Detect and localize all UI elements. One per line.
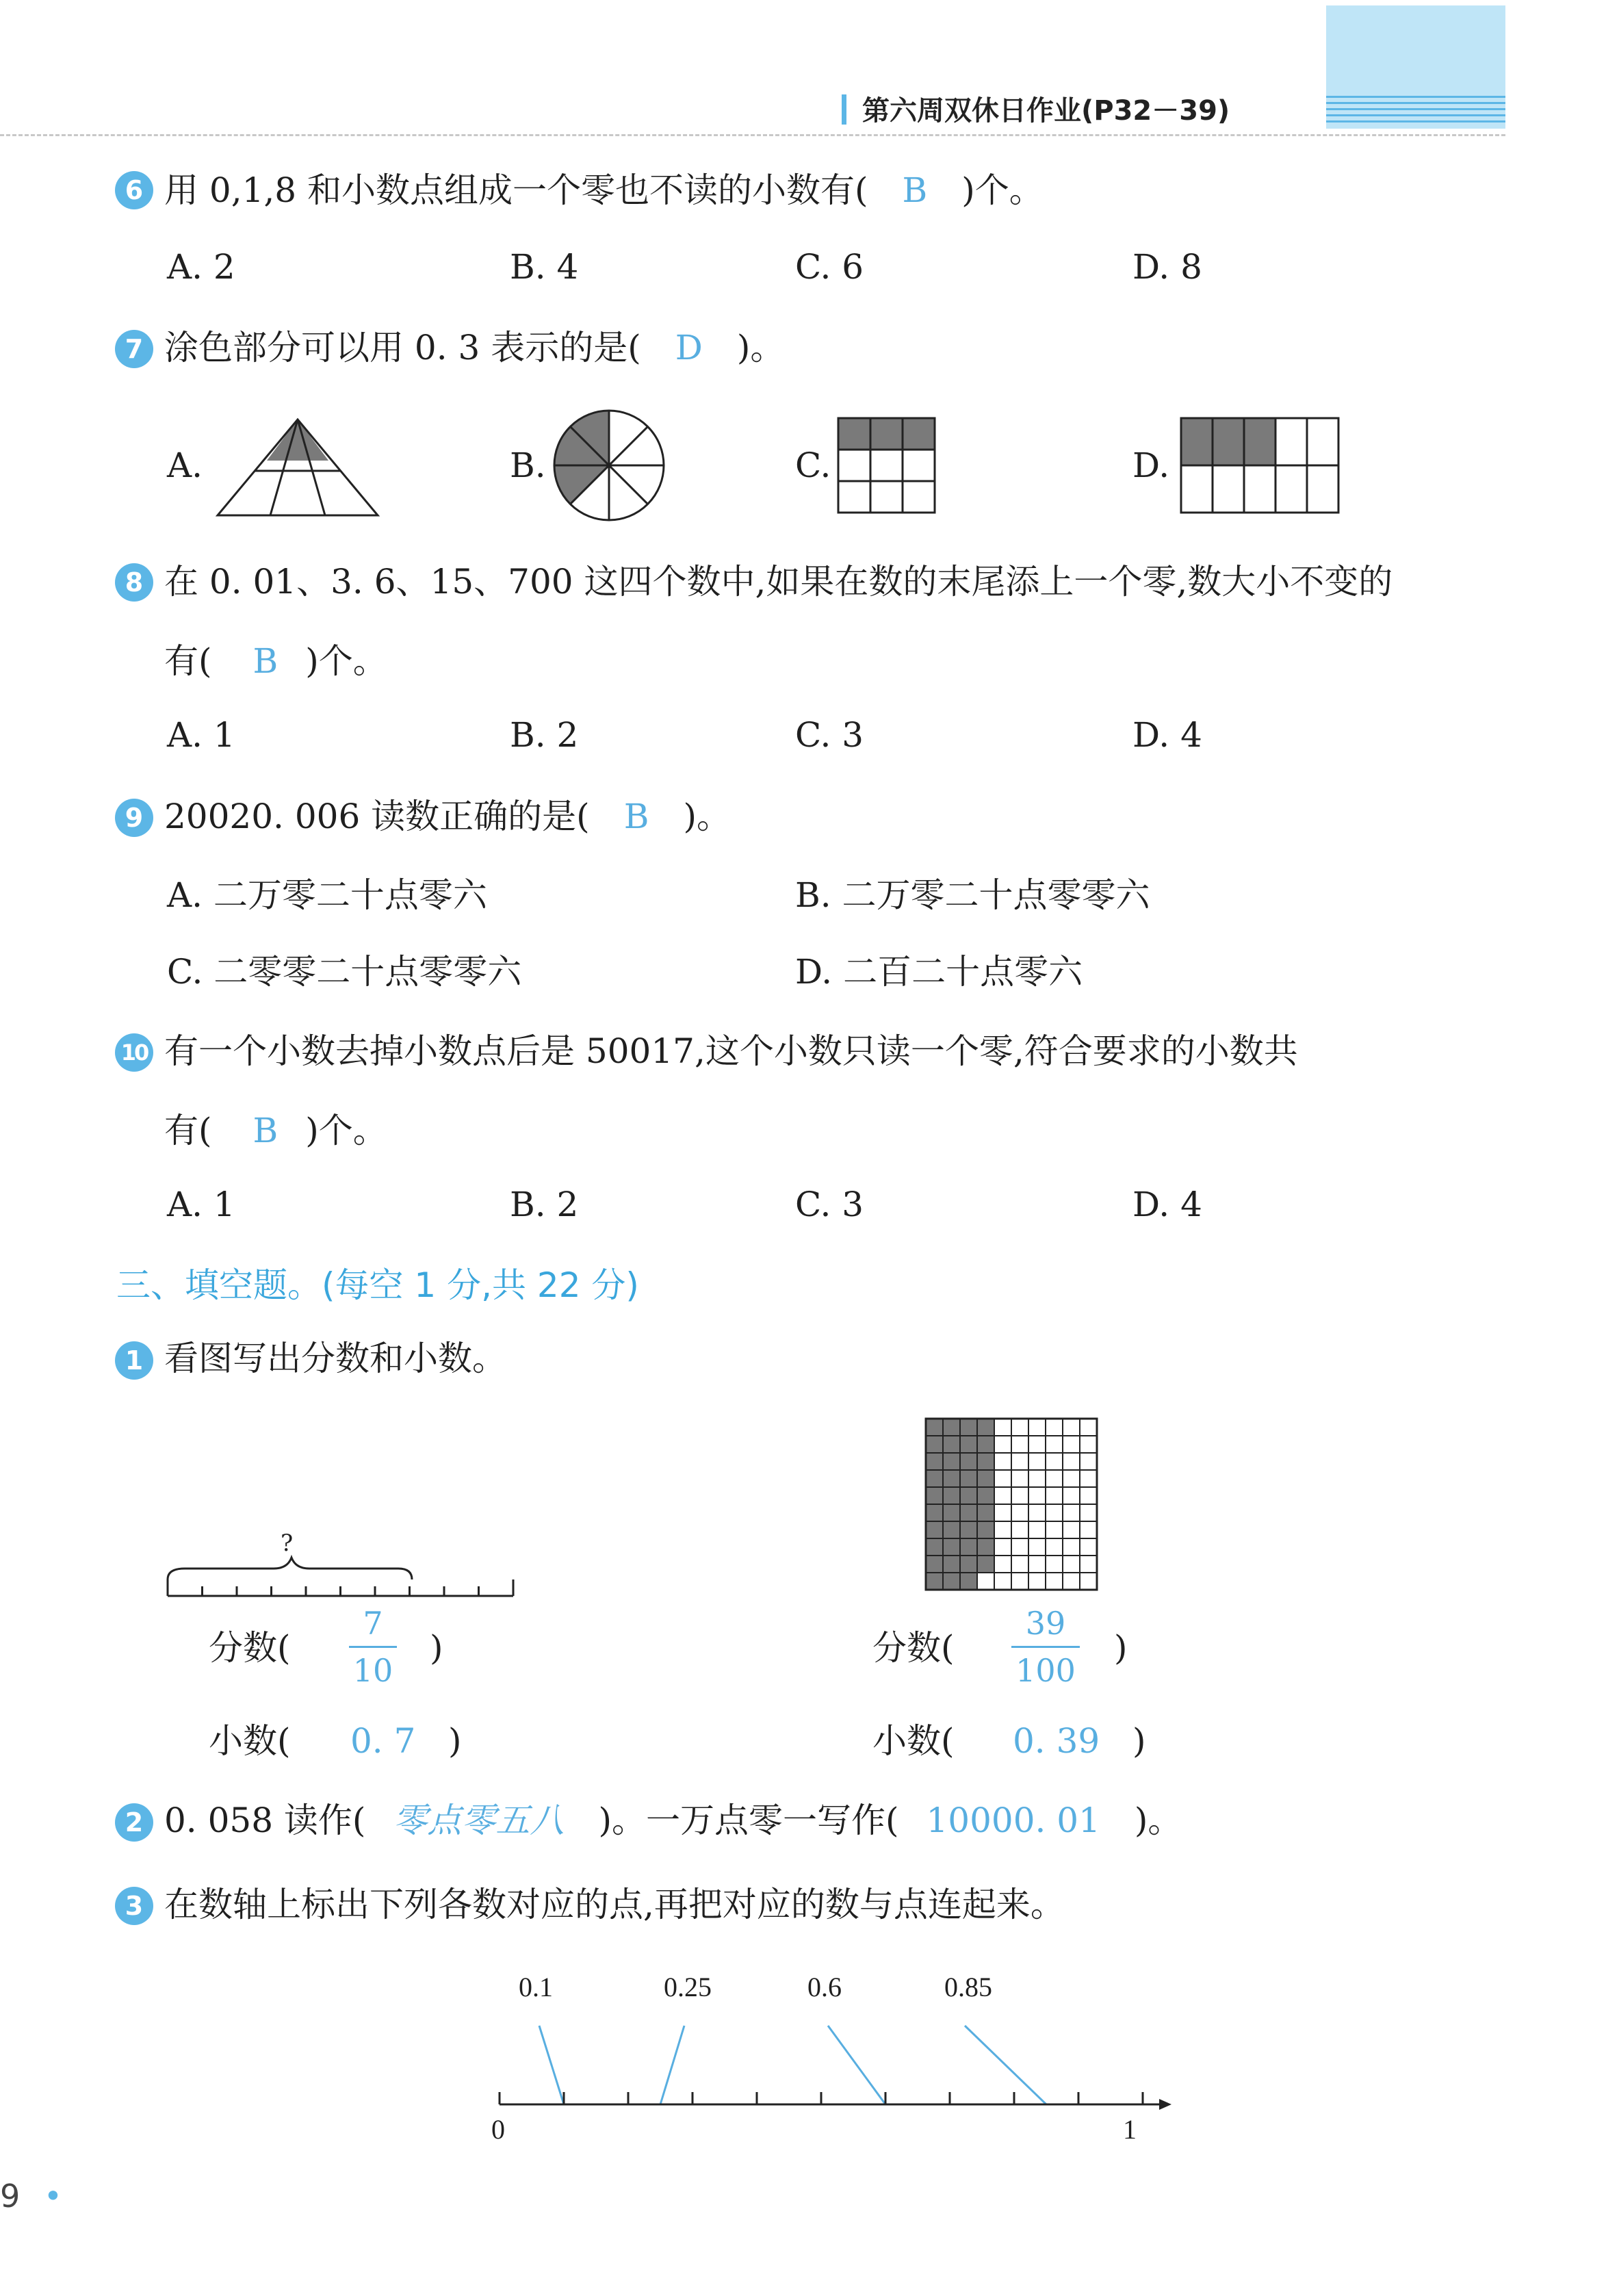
header-divider bbox=[0, 134, 1505, 136]
f2-number: 2 bbox=[115, 1803, 153, 1842]
grid-cell bbox=[1063, 1521, 1080, 1538]
f1-right-dec-close: ) bbox=[1132, 1721, 1146, 1761]
q7-stem-post: )。 bbox=[736, 328, 785, 367]
q8-answer: B bbox=[252, 641, 279, 681]
page-number-value: 9 bbox=[0, 2178, 21, 2215]
q9-option-c: C. 二零零二十点零零六 bbox=[167, 952, 522, 992]
q10-number: 10 bbox=[115, 1033, 153, 1072]
f1-hundred-grid bbox=[924, 1417, 1102, 1595]
f1-ruler bbox=[157, 1553, 520, 1601]
q6-stem-post: )个。 bbox=[961, 170, 1044, 210]
q7-option-b: B. bbox=[510, 446, 546, 485]
grid-cell bbox=[1011, 1436, 1028, 1453]
grid-cell bbox=[1046, 1504, 1063, 1521]
grid-cell bbox=[1080, 1538, 1097, 1556]
grid-cell-shaded bbox=[960, 1470, 977, 1487]
number-line-connector bbox=[660, 2026, 684, 2104]
q6-answer: B bbox=[902, 170, 928, 210]
grid-cell bbox=[1028, 1538, 1046, 1556]
q7-figure-a-triangle bbox=[212, 414, 383, 524]
q6-stem bbox=[164, 170, 1044, 211]
grid-cell-shaded bbox=[943, 1556, 960, 1573]
grid-cell bbox=[994, 1521, 1011, 1538]
header-bar bbox=[842, 94, 846, 125]
q6-option-d: D. 8 bbox=[1132, 247, 1202, 287]
q7-stem-pre: 涂色部分可以用 0. 3 表示的是( bbox=[164, 328, 641, 367]
f2-post: )。 bbox=[1134, 1801, 1182, 1840]
q10-answer: B bbox=[252, 1111, 279, 1150]
page-number bbox=[0, 2178, 62, 2215]
grid-cell bbox=[1046, 1556, 1063, 1573]
q9-stem-post: )。 bbox=[683, 797, 731, 836]
grid-cell bbox=[1046, 1538, 1063, 1556]
grid-cell bbox=[1063, 1487, 1080, 1504]
f1-left-numerator: 7 bbox=[363, 1605, 383, 1642]
grid-cell-shaded bbox=[977, 1521, 994, 1538]
grid-cell-shaded bbox=[943, 1573, 960, 1590]
grid-cell-shaded bbox=[943, 1436, 960, 1453]
q9-number: 9 bbox=[115, 799, 153, 837]
grid-cell bbox=[1046, 1573, 1063, 1590]
fraction-bar bbox=[349, 1646, 397, 1648]
f1-right-denominator: 100 bbox=[1015, 1652, 1076, 1689]
grid-cell bbox=[1028, 1470, 1046, 1487]
f1-left-dec-close: ) bbox=[448, 1721, 462, 1761]
q9-stem bbox=[164, 796, 731, 837]
grid-cell-shaded bbox=[960, 1556, 977, 1573]
grid-cell-shaded bbox=[960, 1521, 977, 1538]
f3-end-label: 1 bbox=[1123, 2114, 1137, 2145]
q7-figure-c-grid bbox=[836, 416, 939, 515]
grid-cell-shaded bbox=[977, 1453, 994, 1470]
q10-option-c: C. 3 bbox=[795, 1185, 864, 1224]
q8-option-c: C. 3 bbox=[795, 715, 864, 755]
grid-cell bbox=[1028, 1453, 1046, 1470]
q8-option-b: B. 2 bbox=[510, 715, 579, 755]
number-line-label: 0.6 bbox=[807, 1972, 842, 2002]
grid-cell bbox=[1011, 1521, 1028, 1538]
grid-cell bbox=[994, 1538, 1011, 1556]
q7-answer: D bbox=[675, 328, 703, 367]
header-stripes bbox=[1326, 96, 1505, 123]
grid-cell-shaded bbox=[977, 1419, 994, 1436]
grid-cell bbox=[994, 1419, 1011, 1436]
f1-right-decimal: 0. 39 bbox=[1013, 1721, 1100, 1761]
grid-cell-shaded bbox=[926, 1470, 943, 1487]
grid-cell-shaded bbox=[960, 1453, 977, 1470]
grid-cell bbox=[1080, 1453, 1097, 1470]
f1-right-fraction bbox=[1011, 1605, 1080, 1689]
number-line-label: 0.85 bbox=[944, 1972, 992, 2002]
grid-cell bbox=[1080, 1487, 1097, 1504]
q7-figure-b-circle bbox=[551, 407, 667, 524]
q7-number: 7 bbox=[115, 330, 153, 368]
grid-cell bbox=[1063, 1538, 1080, 1556]
f1-left-frac-close: ) bbox=[430, 1628, 443, 1668]
f2-pre: 0. 058 读作( bbox=[164, 1801, 366, 1840]
grid-cell bbox=[1063, 1436, 1080, 1453]
grid-cell-shaded bbox=[977, 1504, 994, 1521]
f3-start-label: 0 bbox=[491, 2114, 505, 2145]
grid-cell-shaded bbox=[977, 1470, 994, 1487]
q8-stem-line2 bbox=[164, 641, 387, 682]
grid-cell bbox=[1028, 1556, 1046, 1573]
grid-cell bbox=[1028, 1436, 1046, 1453]
grid-cell-shaded bbox=[926, 1504, 943, 1521]
grid-cell-shaded bbox=[943, 1538, 960, 1556]
f1-left-dec-label: 小数( bbox=[209, 1721, 291, 1761]
q7-option-a: A. bbox=[167, 446, 203, 485]
number-line-connector bbox=[965, 2026, 1046, 2104]
grid-cell bbox=[994, 1487, 1011, 1504]
grid-cell bbox=[1080, 1573, 1097, 1590]
grid-cell-shaded bbox=[943, 1521, 960, 1538]
grid-cell bbox=[1080, 1504, 1097, 1521]
grid-cell bbox=[1063, 1556, 1080, 1573]
q9-answer: B bbox=[623, 797, 649, 836]
grid-cell bbox=[1080, 1470, 1097, 1487]
grid-cell bbox=[1011, 1538, 1028, 1556]
grid-cell bbox=[1011, 1573, 1028, 1590]
f1-question-mark: ? bbox=[281, 1530, 294, 1557]
grid-cell-shaded bbox=[943, 1470, 960, 1487]
grid-cell-shaded bbox=[926, 1419, 943, 1436]
number-line-label: 0.25 bbox=[664, 1972, 712, 2002]
grid-cell-shaded bbox=[943, 1504, 960, 1521]
f1-right-frac-label: 分数( bbox=[872, 1628, 955, 1668]
f1-ruler-brace bbox=[168, 1558, 412, 1579]
q6-option-c: C. 6 bbox=[795, 247, 864, 287]
page-number-dot: • bbox=[43, 2178, 63, 2215]
grid-cell-shaded bbox=[977, 1538, 994, 1556]
q8-option-a: A. 1 bbox=[167, 715, 235, 755]
grid-cell-shaded bbox=[926, 1453, 943, 1470]
grid-cell bbox=[1046, 1521, 1063, 1538]
fraction-bar bbox=[1011, 1646, 1080, 1648]
f2-answer1: 零点零五八 bbox=[393, 1801, 565, 1840]
f1-right-numerator: 39 bbox=[1025, 1605, 1066, 1642]
grid-cell-shaded bbox=[960, 1504, 977, 1521]
grid-cell bbox=[1063, 1419, 1080, 1436]
grid-cell bbox=[994, 1436, 1011, 1453]
grid-cell bbox=[1028, 1504, 1046, 1521]
grid-cell bbox=[994, 1573, 1011, 1590]
grid-cell bbox=[1046, 1419, 1063, 1436]
grid-cell-shaded bbox=[977, 1436, 994, 1453]
f3-number: 3 bbox=[115, 1887, 153, 1925]
f2-mid: )。一万点零一写作( bbox=[598, 1801, 899, 1840]
q9-option-d: D. 二百二十点零六 bbox=[795, 952, 1083, 992]
grid-cell bbox=[1011, 1556, 1028, 1573]
grid-cell-shaded bbox=[926, 1538, 943, 1556]
q7-option-d: D. bbox=[1132, 446, 1170, 485]
grid-cell bbox=[1011, 1470, 1028, 1487]
grid-cell-shaded bbox=[960, 1573, 977, 1590]
grid-cell bbox=[1080, 1436, 1097, 1453]
grid-cell bbox=[1011, 1419, 1028, 1436]
grid-cell bbox=[1028, 1419, 1046, 1436]
grid-cell bbox=[1046, 1470, 1063, 1487]
grid-cell-shaded bbox=[977, 1487, 994, 1504]
grid-cell bbox=[1063, 1453, 1080, 1470]
f1-left-frac-label: 分数( bbox=[209, 1628, 291, 1668]
grid-cell-shaded bbox=[926, 1436, 943, 1453]
q6-option-a: A. 2 bbox=[167, 247, 235, 287]
grid-cell bbox=[1063, 1573, 1080, 1590]
q10-stem-line2 bbox=[164, 1110, 387, 1151]
grid-cell bbox=[1080, 1556, 1097, 1573]
q7-stem bbox=[164, 327, 784, 368]
grid-cell bbox=[1080, 1419, 1097, 1436]
q6-option-b: B. 4 bbox=[510, 247, 579, 287]
q8-stem-post: )个。 bbox=[305, 641, 387, 681]
q6-number: 6 bbox=[115, 171, 153, 209]
grid-cell-shaded bbox=[943, 1453, 960, 1470]
q10-option-a: A. 1 bbox=[167, 1185, 235, 1224]
grid-cell-shaded bbox=[960, 1487, 977, 1504]
grid-cell bbox=[1063, 1504, 1080, 1521]
f1-left-fraction bbox=[349, 1605, 397, 1689]
grid-cell-shaded bbox=[926, 1556, 943, 1573]
grid-cell bbox=[1028, 1521, 1046, 1538]
q10-stem-line1: 有一个小数去掉小数点后是 50017,这个小数只读一个零,符合要求的小数共 bbox=[164, 1031, 1298, 1071]
f1-right-frac-close: ) bbox=[1114, 1628, 1128, 1668]
q6-stem-pre: 用 0,1,8 和小数点组成一个零也不读的小数有( bbox=[164, 170, 868, 210]
q7-option-c: C. bbox=[795, 446, 831, 485]
grid-cell-shaded bbox=[977, 1556, 994, 1573]
grid-cell bbox=[1011, 1487, 1028, 1504]
f3-number-line bbox=[479, 2012, 1191, 2135]
grid-cell-shaded bbox=[926, 1487, 943, 1504]
f1-left-decimal: 0. 7 bbox=[350, 1721, 416, 1761]
q10-stem-pre: 有( bbox=[164, 1111, 212, 1150]
q9-option-a: A. 二万零二十点零六 bbox=[167, 875, 487, 915]
grid-cell bbox=[1046, 1436, 1063, 1453]
f1-left-denominator: 10 bbox=[352, 1652, 393, 1689]
grid-cell bbox=[1046, 1487, 1063, 1504]
grid-cell bbox=[994, 1453, 1011, 1470]
grid-cell-shaded bbox=[926, 1521, 943, 1538]
section3-title: 三、填空题。(每空 1 分,共 22 分) bbox=[116, 1265, 639, 1305]
grid-cell-shaded bbox=[943, 1419, 960, 1436]
grid-cell bbox=[1011, 1504, 1028, 1521]
q7-figure-d-grid bbox=[1179, 416, 1340, 515]
q10-option-d: D. 4 bbox=[1132, 1185, 1202, 1224]
q10-stem-post: )个。 bbox=[305, 1111, 387, 1150]
arrow-head-icon bbox=[1159, 2099, 1171, 2110]
q10-option-b: B. 2 bbox=[510, 1185, 579, 1224]
grid-cell bbox=[1011, 1453, 1028, 1470]
f1-stem: 看图写出分数和小数。 bbox=[164, 1339, 506, 1378]
grid-cell-shaded bbox=[926, 1573, 943, 1590]
grid-cell bbox=[1028, 1487, 1046, 1504]
f3-stem: 在数轴上标出下列各数对应的点,再把对应的数与点连起来。 bbox=[164, 1885, 1065, 1924]
grid-cell-shaded bbox=[960, 1538, 977, 1556]
grid-cell bbox=[1080, 1521, 1097, 1538]
grid-cell bbox=[1063, 1470, 1080, 1487]
grid-cell-shaded bbox=[960, 1419, 977, 1436]
grid-cell bbox=[994, 1470, 1011, 1487]
number-line-connector bbox=[828, 2026, 885, 2104]
q8-option-d: D. 4 bbox=[1132, 715, 1202, 755]
number-line-label: 0.1 bbox=[519, 1972, 553, 2002]
q8-stem-pre: 有( bbox=[164, 641, 212, 681]
grid-cell bbox=[1046, 1453, 1063, 1470]
f2-line bbox=[164, 1800, 1182, 1841]
header-title: 第六周双休日作业(P32－39) bbox=[862, 95, 1230, 127]
grid-cell bbox=[994, 1556, 1011, 1573]
grid-cell bbox=[1028, 1573, 1046, 1590]
grid-cell-shaded bbox=[943, 1487, 960, 1504]
q9-option-b: B. 二万零二十点零零六 bbox=[795, 875, 1150, 915]
f1-right-dec-label: 小数( bbox=[872, 1721, 955, 1761]
grid-cell-shaded bbox=[960, 1436, 977, 1453]
q8-number: 8 bbox=[115, 563, 153, 602]
f1-number: 1 bbox=[115, 1341, 153, 1380]
q8-stem-line1: 在 0. 01、3. 6、15、700 这四个数中,如果在数的末尾添上一个零,数大小不变的 bbox=[164, 562, 1393, 602]
q9-stem-pre: 20020. 006 读数正确的是( bbox=[164, 797, 590, 836]
grid-cell bbox=[994, 1504, 1011, 1521]
grid-cell bbox=[977, 1573, 994, 1590]
number-line-connector bbox=[539, 2026, 564, 2104]
f2-answer2: 10000. 01 bbox=[926, 1801, 1100, 1840]
